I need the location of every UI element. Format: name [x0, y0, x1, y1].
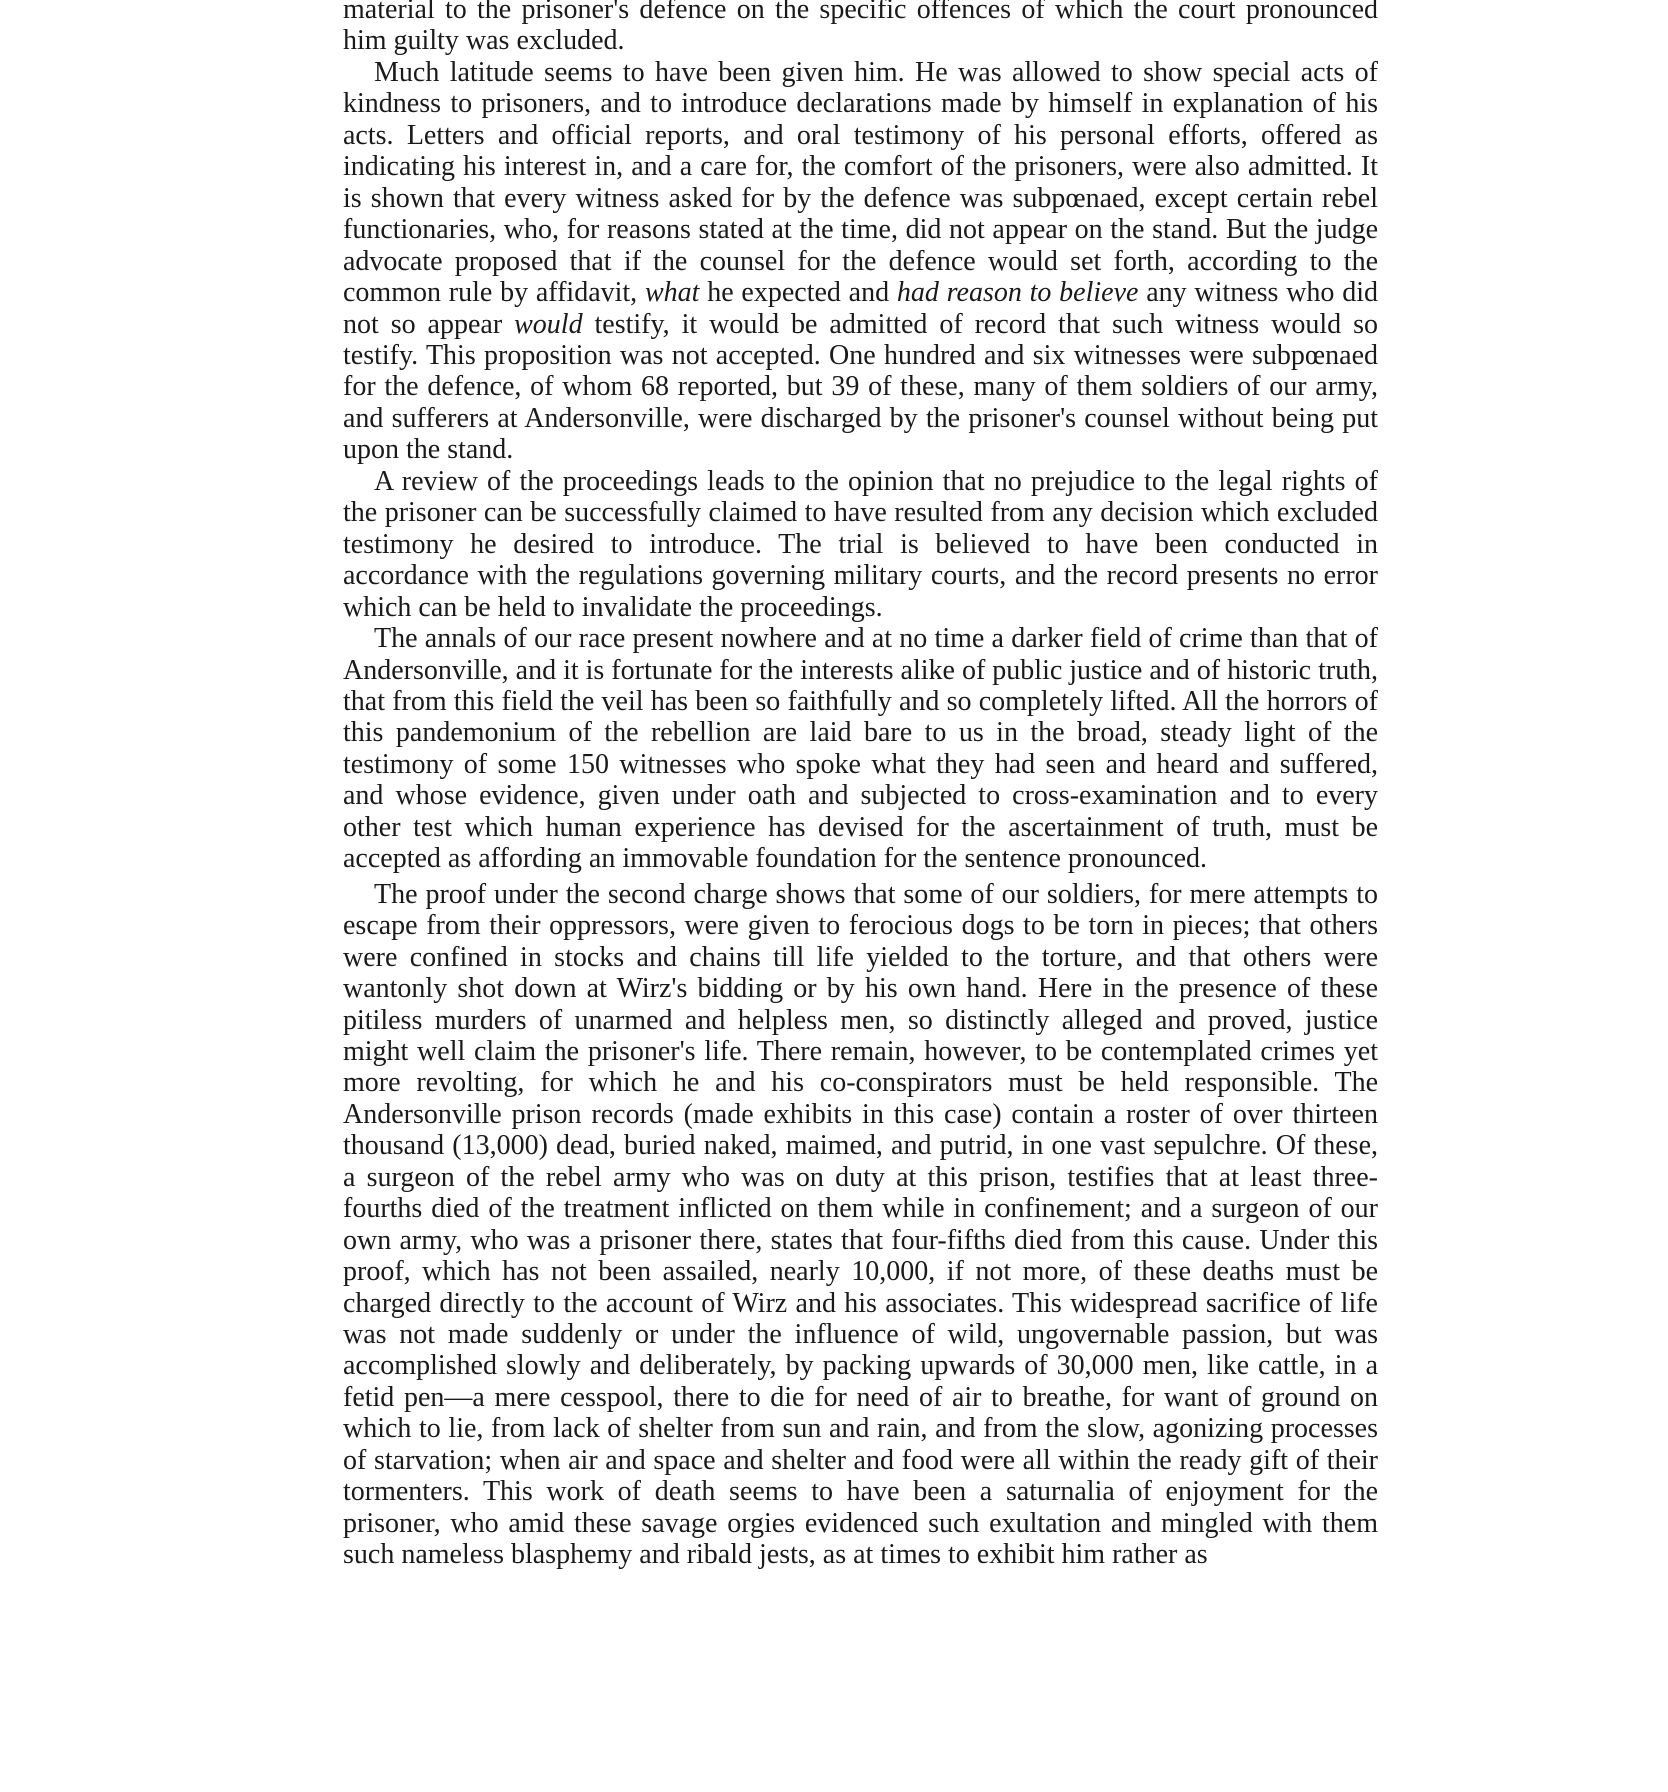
paragraph [343, 0, 1378, 57]
paragraph-text: any witness who did not so appear [343, 277, 1378, 340]
paragraph-text: The annals of our race present nowhere and at no time a darker field of crime than that of Andersonville, and it is fortunate for the interests alike of public justice and of historic truth, that from this field the veil has been so faithfully and so completely lifted. All the horrors of this pandemonium of the rebellion are laid bare to us in the broad, steady light of the testimony of some 150 witnesses who spoke what they had seen and heard and suffered, and whose evidence, given under oath and subjected to cross-examination and to every other test which human experience has devised for the ascertainment of truth, must be accepted as affording an immovable foundation for the sentence pronounced. [343, 623, 1378, 875]
paragraph [343, 879, 1378, 1571]
italic-text: had reason to believe [896, 277, 1139, 309]
paragraph-text: material to the prisoner's defence on the specific offences of which the court pronounced him guilty was excluded. [343, 0, 1378, 57]
italic-text: would [514, 308, 583, 340]
paragraph-text: A review of the proceedings leads to the opinion that no prejudice to the legal rights of the prisoner can be successfully claimed to have resulted from any decision which excluded testimony he desired to introduce. The trial is believed to have been conducted in accordance with the regulations governing military courts, and the record presents no error which can be held to invalidate the proceedings. [343, 465, 1378, 623]
paragraph-text: he expected and [699, 277, 897, 309]
text-column [343, 0, 1378, 1571]
paragraph [343, 466, 1378, 623]
paragraph-text: The proof under the second charge shows that some of our soldiers, for mere attempts to escape from their oppressors, were given to ferocious dogs to be torn in pieces; that others were confined in stocks and chains till life yielded to the torture, and that others were wantonly shot down at Wirz's bidding or by his own hand. Here in the presence of these pitiless murders of unarmed and helpless men, so distinctly alleged and proved, justice might well claim the prisoner's life. There remain, however, to be contemplated crimes yet more revolting, for which he and his co-conspirators must be held responsible. The Andersonville prison records (made exhibits in this case) contain a roster of over thirteen thousand (13,000) dead, buried naked, maimed, and putrid, in one vast sepulchre. Of these, a surgeon of the rebel army who was on duty at this prison, testifies that at least three-fourths died of the treatment inflicted on them while in confinement; and a surgeon of our own army, who was a prisoner there, states that four-fifths died from this cause. Under this proof, which has not been assailed, nearly 10,000, if not more, of these deaths must be charged directly to the account of Wirz and his associates. This widespread sacrifice of life was not made suddenly or under the influence of wild, ungovernable passion, but was accomplished slowly and deliberately, by packing upwards of 30,000 men, like cattle, in a fetid pen—a mere cesspool, there to die for need of air to breathe, for want of ground on which to lie, from lack of shelter from sun and rain, and from the slow, agonizing processes of starvation; when air and space and shelter and food were all within the ready gift of their tormenters. This work of death seems to have been a saturnalia of enjoyment for the prisoner, who amid these savage orgies evidenced such exultation and mingled with them such nameless blasphemy and ribald jests, as at times to exhibit him rather as [343, 878, 1378, 1571]
paragraph-text: testify, it would be admitted of record that such witness would so testify. This proposition was not accepted. One hundred and six witnesses were subpœnaed for the defence, of whom 68 reported, but 39 of these, many of them soldiers of our army, and sufferers at Andersonville, were discharged by the prisoner's counsel without being put upon the stand. [343, 308, 1378, 466]
paragraph-text: Much latitude seems to have been given him. He was allowed to show special acts of kindness to prisoners, and to introduce declarations made by himself in explanation of his acts. Letters and official reports, and oral testimony of his personal efforts, offered as indicating his interest in, and a care for, the comfort of the prisoners, were also admitted. It is shown that every witness asked for by the defence was subpœnaed, except certain rebel functionaries, who, for reasons stated at the time, did not appear on the stand. But the judge advocate proposed that if the counsel for the defence would set forth, according to the common rule by affidavit, [343, 56, 1378, 309]
italic-text: what [644, 277, 700, 309]
paragraph [343, 57, 1378, 466]
paragraph [343, 623, 1378, 875]
